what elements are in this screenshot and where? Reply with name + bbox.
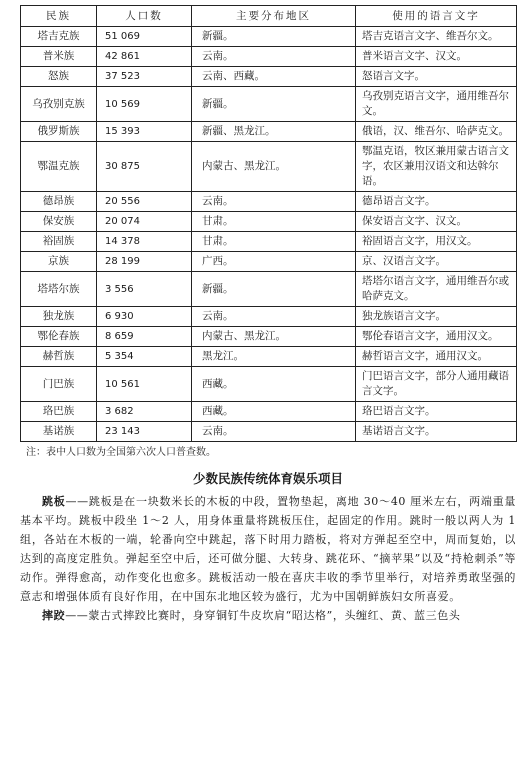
cell-language: 俄语，汉、维吾尔、哈萨克文。 bbox=[356, 122, 517, 142]
cell-region: 黑龙江。 bbox=[192, 347, 356, 367]
paragraph-lead: 跳板 bbox=[42, 495, 66, 508]
section-title: 少数民族传统体育娱乐项目 bbox=[192, 471, 343, 486]
cell-ethnic-group: 塔吉克族 bbox=[21, 27, 97, 47]
cell-population: 6 930 bbox=[97, 307, 192, 327]
cell-population: 20 556 bbox=[97, 192, 192, 212]
table-row bbox=[21, 252, 517, 272]
cell-region: 新疆。 bbox=[192, 27, 356, 47]
paragraph-text: ——蒙古式摔跤比赛时，身穿铜钉牛皮坎肩“昭达格”，头缠红、黄、蓝三色头 bbox=[65, 609, 461, 622]
table-row bbox=[21, 87, 517, 122]
cell-language: 怒语言文字。 bbox=[356, 67, 517, 87]
cell-population: 3 556 bbox=[97, 272, 192, 307]
table-row bbox=[21, 142, 517, 192]
cell-region: 广西。 bbox=[192, 252, 356, 272]
cell-region: 新疆、黑龙江。 bbox=[192, 122, 356, 142]
cell-ethnic-group: 裕固族 bbox=[21, 232, 97, 252]
cell-ethnic-group: 怒族 bbox=[21, 67, 97, 87]
cell-language: 珞巴语言文字。 bbox=[356, 402, 517, 422]
header-language: 使用的语言文字 bbox=[356, 6, 517, 27]
cell-language: 京、汉语言文字。 bbox=[356, 252, 517, 272]
paragraph-lead: 摔跤 bbox=[42, 609, 66, 622]
cell-population: 30 875 bbox=[97, 142, 192, 192]
cell-region: 云南。 bbox=[192, 422, 356, 442]
table-row bbox=[21, 212, 517, 232]
cell-ethnic-group: 赫哲族 bbox=[21, 347, 97, 367]
cell-ethnic-group: 鄂伦春族 bbox=[21, 327, 97, 347]
cell-region: 西藏。 bbox=[192, 367, 356, 402]
cell-language: 基诺语言文字。 bbox=[356, 422, 517, 442]
cell-ethnic-group: 保安族 bbox=[21, 212, 97, 232]
table-row bbox=[21, 307, 517, 327]
cell-region: 内蒙古、黑龙江。 bbox=[192, 327, 356, 347]
paragraph-shuaijiao bbox=[20, 606, 516, 625]
cell-population: 10 561 bbox=[97, 367, 192, 402]
cell-ethnic-group: 门巴族 bbox=[21, 367, 97, 402]
cell-region: 云南。 bbox=[192, 307, 356, 327]
cell-region: 新疆。 bbox=[192, 87, 356, 122]
table-row bbox=[21, 67, 517, 87]
cell-population: 51 069 bbox=[97, 27, 192, 47]
document-page bbox=[20, 5, 516, 625]
cell-language: 赫哲语言文字，通用汉文。 bbox=[356, 347, 517, 367]
table-row bbox=[21, 192, 517, 212]
cell-region: 甘肃。 bbox=[192, 232, 356, 252]
cell-region: 甘肃。 bbox=[192, 212, 356, 232]
cell-ethnic-group: 乌孜别克族 bbox=[21, 87, 97, 122]
table-row bbox=[21, 422, 517, 442]
cell-ethnic-group: 鄂温克族 bbox=[21, 142, 97, 192]
cell-ethnic-group: 基诺族 bbox=[21, 422, 97, 442]
cell-region: 西藏。 bbox=[192, 402, 356, 422]
cell-language: 德昂语言文字。 bbox=[356, 192, 517, 212]
table-row bbox=[21, 327, 517, 347]
cell-population: 10 569 bbox=[97, 87, 192, 122]
cell-population: 15 393 bbox=[97, 122, 192, 142]
cell-population: 8 659 bbox=[97, 327, 192, 347]
cell-population: 28 199 bbox=[97, 252, 192, 272]
cell-population: 14 378 bbox=[97, 232, 192, 252]
cell-language: 独龙族语言文字。 bbox=[356, 307, 517, 327]
paragraph-text: ——跳板是在一块数米长的木板的中段，置物垫起，离地 30～40 厘米左右，两端重量基本平均。跳板中段坐 1～2 人，用身体重量将跳板压住，起固定的作用。跳时一般以两人为 1 组，各站在木板的一端，轮番向空中跳起，落下时用力踏板，将对方弹起至空中，周而复始，以达到的高度定胜负。弹起至空中后，还可做分腿、大转身、跳花环、“摘苹果”以及“持枪刺杀”等动作。弹得愈高，动作变化也愈多。跳板活动一般在喜庆丰收的季节里举行，对培养勇敢坚强的意志和增强体质有良好作用，在中国东北地区较为盛行，尤为中国朝鲜族妇女所喜爱。 bbox=[20, 495, 517, 603]
ethnic-groups-table bbox=[20, 5, 517, 442]
cell-language: 鄂温克语，牧区兼用蒙古语言文字，农区兼用汉语文和达斡尔语。 bbox=[356, 142, 517, 192]
table-row bbox=[21, 347, 517, 367]
table-row bbox=[21, 27, 517, 47]
cell-language: 乌孜别克语言文字，通用维吾尔文。 bbox=[356, 87, 517, 122]
cell-language: 裕固语言文字，用汉文。 bbox=[356, 232, 517, 252]
cell-ethnic-group: 普米族 bbox=[21, 47, 97, 67]
cell-ethnic-group: 德昂族 bbox=[21, 192, 97, 212]
table-row bbox=[21, 47, 517, 67]
cell-population: 3 682 bbox=[97, 402, 192, 422]
cell-region: 内蒙古、黑龙江。 bbox=[192, 142, 356, 192]
cell-region: 云南。 bbox=[192, 47, 356, 67]
cell-ethnic-group: 京族 bbox=[21, 252, 97, 272]
cell-language: 塔吉克语言文字、维吾尔文。 bbox=[356, 27, 517, 47]
cell-language: 鄂伦春语言文字，通用汉文。 bbox=[356, 327, 517, 347]
cell-region: 新疆。 bbox=[192, 272, 356, 307]
cell-population: 23 143 bbox=[97, 422, 192, 442]
cell-population: 42 861 bbox=[97, 47, 192, 67]
table-row bbox=[21, 402, 517, 422]
table-note: 注：表中人口数为全国第六次人口普查数。 bbox=[26, 447, 216, 458]
cell-region: 云南、西藏。 bbox=[192, 67, 356, 87]
cell-region: 云南。 bbox=[192, 192, 356, 212]
cell-ethnic-group: 俄罗斯族 bbox=[21, 122, 97, 142]
paragraph-tiaoban bbox=[20, 492, 516, 606]
cell-population: 20 074 bbox=[97, 212, 192, 232]
table-header-row bbox=[21, 6, 517, 27]
header-region: 主要分布地区 bbox=[192, 6, 356, 27]
cell-language: 普米语言文字、汉文。 bbox=[356, 47, 517, 67]
cell-population: 5 354 bbox=[97, 347, 192, 367]
cell-ethnic-group: 独龙族 bbox=[21, 307, 97, 327]
table-row bbox=[21, 232, 517, 252]
cell-ethnic-group: 珞巴族 bbox=[21, 402, 97, 422]
header-population: 人口数 bbox=[97, 6, 192, 27]
cell-population: 37 523 bbox=[97, 67, 192, 87]
cell-ethnic-group: 塔塔尔族 bbox=[21, 272, 97, 307]
table-row bbox=[21, 122, 517, 142]
cell-language: 保安语言文字、汉文。 bbox=[356, 212, 517, 232]
table-row bbox=[21, 367, 517, 402]
table-row bbox=[21, 272, 517, 307]
cell-language: 门巴语言文字，部分人通用藏语言文字。 bbox=[356, 367, 517, 402]
cell-language: 塔塔尔语言文字，通用维吾尔或哈萨克文。 bbox=[356, 272, 517, 307]
header-ethnic-group: 民族 bbox=[21, 6, 97, 27]
table-body bbox=[21, 27, 517, 442]
